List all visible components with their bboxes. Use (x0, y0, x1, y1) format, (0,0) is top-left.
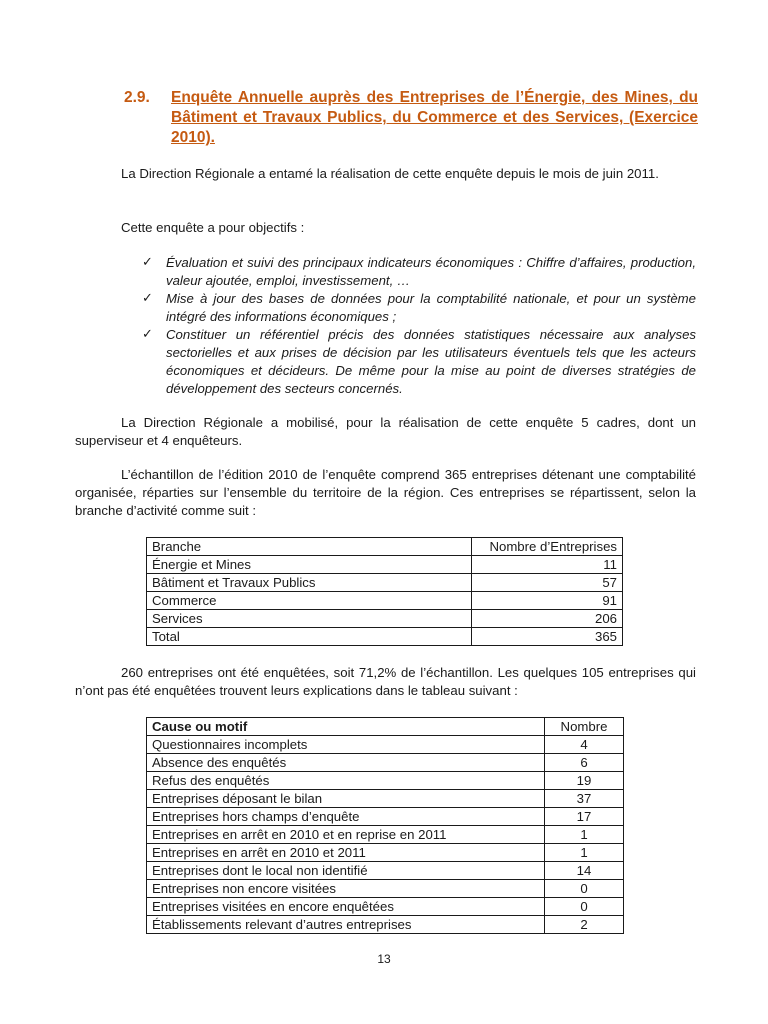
column-header-nombre: Nombre d’Entreprises (472, 538, 623, 556)
branches-table (146, 537, 623, 646)
page-number: 13 (377, 952, 391, 966)
objective-text: Mise à jour des bases de données pour la comptabilité nationale, et pour un système intégré des informations économiques ; (166, 291, 696, 324)
cause-cell: Absence des enquêtés (147, 754, 545, 772)
surveyed-paragraph: 260 entreprises ont été enquêtées, soit 71,2% de l’échantillon. Les quelques 105 entreprises qui n’ont pas été enquêtées trouvent leurs explications dans le tableau suivant : (75, 665, 696, 698)
objective-text: Constituer un référentiel précis des données statistiques nécessaire aux analyses sectorielles et aux prises de décision par les utilisateurs éventuels tels que les acteurs économiques et décideurs. De même pour la mise au point de diverses stratégies de développement des secteurs concernés. (166, 327, 696, 396)
cause-cell: Entreprises dont le local non identifié (147, 862, 545, 880)
objective-text: Évaluation et suivi des principaux indicateurs économiques : Chiffre d’affaires, production, valeur ajoutée, emploi, investissement, … (166, 255, 696, 288)
objective-item (142, 326, 696, 398)
objective-item (142, 254, 696, 290)
section-title: Enquête Annuelle auprès des Entreprises de l’Énergie, des Mines, du Bâtiment et Travaux Publics, du Commerce et des Services, (Exercice 2010). (171, 89, 698, 146)
cause-cell: Entreprises hors champs d’enquête (147, 808, 545, 826)
cause-cell: Entreprises déposant le bilan (147, 790, 545, 808)
table-row (147, 574, 623, 592)
table-row (147, 826, 624, 844)
branch-cell: Commerce (147, 592, 472, 610)
objectives-list (142, 254, 696, 398)
cause-cell: Questionnaires incomplets (147, 736, 545, 754)
column-header-cause: Cause ou motif (147, 718, 545, 736)
count-cell: 0 (545, 898, 624, 916)
column-header-nombre: Nombre (545, 718, 624, 736)
table-row (147, 592, 623, 610)
table-row (147, 610, 623, 628)
count-cell: 91 (472, 592, 623, 610)
table-row (147, 844, 624, 862)
branch-cell: Bâtiment et Travaux Publics (147, 574, 472, 592)
table-row (147, 916, 624, 934)
table-row (147, 772, 624, 790)
cause-cell: Entreprises non encore visitées (147, 880, 545, 898)
section-heading (124, 88, 698, 148)
count-cell: 1 (545, 826, 624, 844)
table-row (147, 898, 624, 916)
branch-cell: Services (147, 610, 472, 628)
count-cell: 14 (545, 862, 624, 880)
count-cell: 4 (545, 736, 624, 754)
table-row (147, 880, 624, 898)
count-cell: 206 (472, 610, 623, 628)
branch-cell: Énergie et Mines (147, 556, 472, 574)
table-total-row (147, 628, 623, 646)
section-number: 2.9. (124, 89, 150, 106)
table-header-row (147, 718, 624, 736)
objectives-intro: Cette enquête a pour objectifs : (121, 220, 305, 235)
table-row (147, 790, 624, 808)
count-cell: 17 (545, 808, 624, 826)
table-row (147, 754, 624, 772)
table-row (147, 736, 624, 754)
objective-item (142, 290, 696, 326)
table-row (147, 808, 624, 826)
branch-cell: Total (147, 628, 472, 646)
count-cell: 37 (545, 790, 624, 808)
cause-cell: Refus des enquêtés (147, 772, 545, 790)
checkmark-icon: ✓ (142, 255, 153, 270)
count-cell: 365 (472, 628, 623, 646)
cause-cell: Entreprises en arrêt en 2010 et en reprise en 2011 (147, 826, 545, 844)
column-header-branche: Branche (147, 538, 472, 556)
checkmark-icon: ✓ (142, 327, 153, 342)
cause-cell: Établissements relevant d’autres entreprises (147, 916, 545, 934)
count-cell: 57 (472, 574, 623, 592)
cause-cell: Entreprises en arrêt en 2010 et 2011 (147, 844, 545, 862)
staff-paragraph: La Direction Régionale a mobilisé, pour la réalisation de cette enquête 5 cadres, dont un superviseur et 4 enquêteurs. (75, 415, 696, 448)
causes-table (146, 717, 624, 934)
count-cell: 11 (472, 556, 623, 574)
count-cell: 6 (545, 754, 624, 772)
table-header-row (147, 538, 623, 556)
table-row (147, 556, 623, 574)
count-cell: 2 (545, 916, 624, 934)
table-row (147, 862, 624, 880)
count-cell: 19 (545, 772, 624, 790)
count-cell: 0 (545, 880, 624, 898)
cause-cell: Entreprises visitées en encore enquêtées (147, 898, 545, 916)
intro-paragraph: La Direction Régionale a entamé la réalisation de cette enquête depuis le mois de juin 2011. (121, 166, 659, 181)
sample-paragraph: L’échantillon de l’édition 2010 de l’enquête comprend 365 entreprises détenant une comptabilité organisée, réparties sur l’ensemble du territoire de la région. Ces entreprises se répartissent, selon la branche d’activité comme suit : (75, 467, 696, 518)
checkmark-icon: ✓ (142, 291, 153, 306)
count-cell: 1 (545, 844, 624, 862)
